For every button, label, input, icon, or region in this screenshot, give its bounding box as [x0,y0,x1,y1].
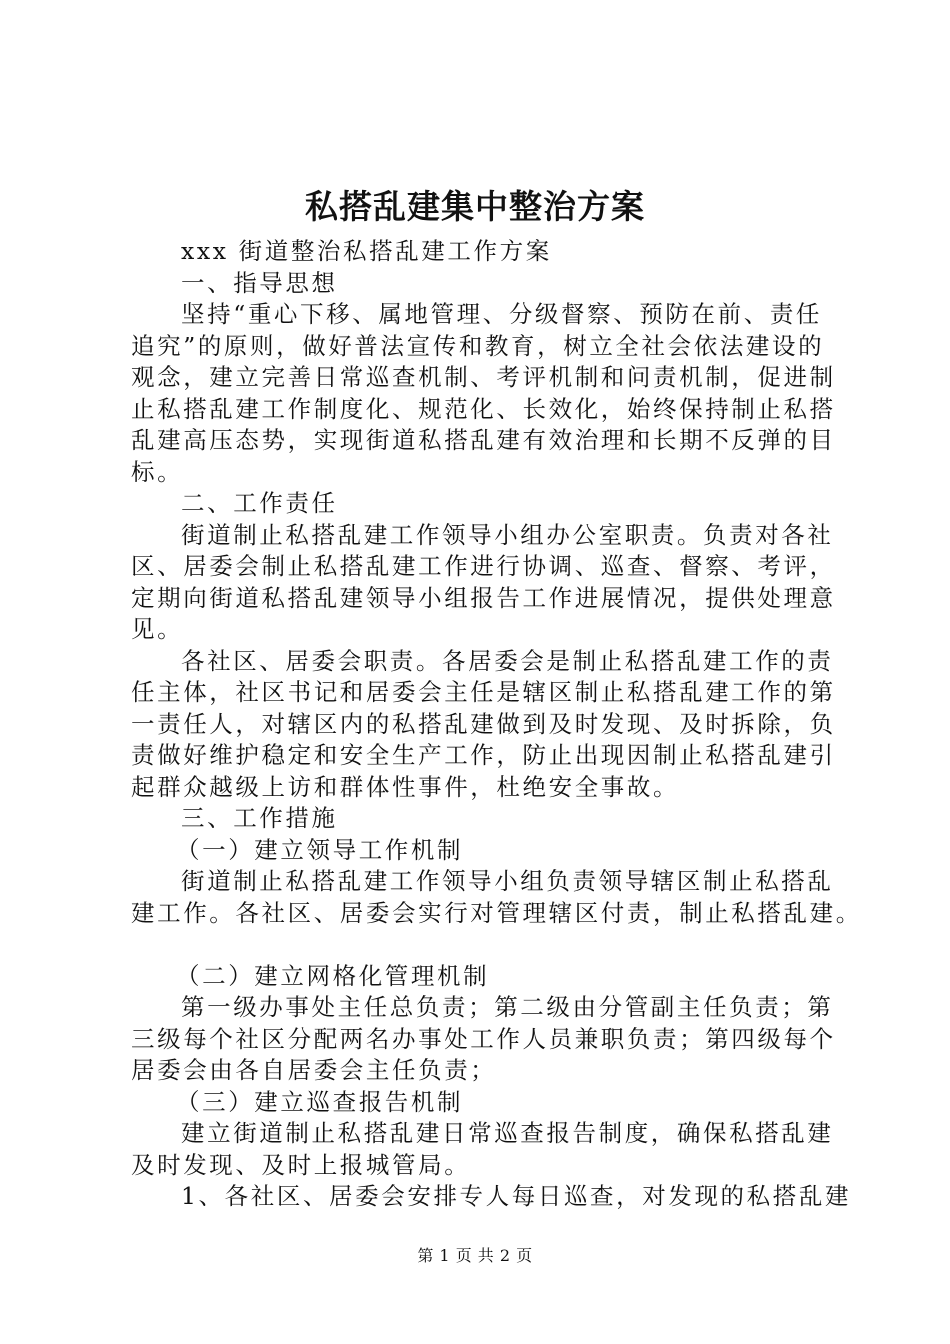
paragraph-line: 任主体，社区书记和居委会主任是辖区制止私搭乱建工作的第 [131,678,836,706]
paragraph-line: 建立街道制止私搭乱建日常巡查报告制度，确保私搭乱建 [181,1119,834,1147]
paragraph-line: 坚持“重心下移、属地管理、分级督察、预防在前、责任 [181,300,823,328]
paragraph-line: 三级每个社区分配两名办事处工作人员兼职负责；第四级每个 [131,1024,836,1053]
paragraph-line: 见。 [131,615,184,643]
paragraph-line: 定期向街道私搭乱建领导小组报告工作进展情况，提供处理意 [131,583,836,612]
paragraph-line: 观念，建立完善日常巡查机制、考评机制和问责机制，促进制 [131,363,836,391]
paragraph-line: 街道制止私搭乱建工作领导小组负责领导辖区制止私搭乱 [181,867,834,895]
section-heading-guiding-ideology: 一、指导思想 [181,268,338,297]
paragraph-line: 第一级办事处主任总负责；第二级由分管副主任负责；第 [181,993,834,1021]
subsection-heading-leadership: （一）建立领导工作机制 [176,835,464,864]
paragraph-line: 标。 [131,457,184,486]
paragraph-line: 止私搭乱建工作制度化、规范化、长效化，始终保持制止私搭 [131,394,836,423]
paragraph-line: 居委会由各自居委会主任负责； [131,1056,497,1084]
paragraph-line: 街道制止私搭乱建工作领导小组办公室职责。负责对各社 [181,520,834,549]
subsection-heading-grid-management: （二）建立网格化管理机制 [176,961,490,990]
subtitle-line: xxx 街道整治私搭乱建工作方案 [181,237,552,265]
paragraph-line: 区、居委会制止私搭乱建工作进行协调、巡查、督察、考评， [131,552,836,580]
paragraph-line: 及时发现、及时上报城管局。 [131,1150,471,1179]
section-heading-responsibilities: 二、工作责任 [181,489,338,517]
paragraph-line: 责做好维护稳定和安全生产工作，防止出现因制止私搭乱建引 [131,741,836,769]
paragraph-line: 追究”的原则，做好普法宣传和教育，树立全社会依法建设的 [131,331,825,360]
paragraph-line: 1、各社区、居委会安排专人每日巡查，对发现的私搭乱建 [181,1182,852,1210]
section-heading-measures: 三、工作措施 [181,804,338,832]
paragraph-line: 建工作。各社区、居委会实行对管理辖区付责，制止私搭乱建。 [131,898,862,927]
paragraph-line: 乱建高压态势，实现街道私搭乱建有效治理和长期不反弹的目 [131,426,836,454]
paragraph-line: 一责任人，对辖区内的私搭乱建做到及时发现、及时拆除，负 [131,709,836,738]
page-footer: 第 1 页 共 2 页 [417,1246,533,1265]
document-body [131,236,862,1213]
paragraph-line: 各社区、居委会职责。各居委会是制止私搭乱建工作的责 [181,646,834,675]
blank-line [131,929,843,961]
paragraph-line: 起群众越级上访和群体性事件，杜绝安全事故。 [131,772,680,801]
document-title: 私搭乱建集中整治方案 [305,187,645,226]
subsection-heading-inspection: （三）建立巡查报告机制 [176,1087,464,1116]
